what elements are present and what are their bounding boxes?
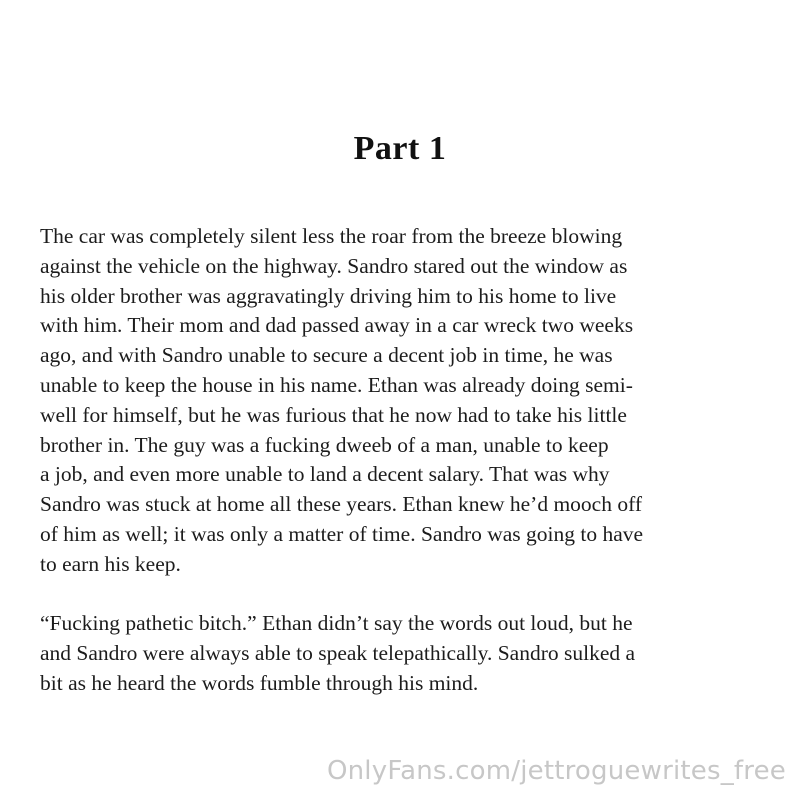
- body-text: [40, 222, 780, 699]
- chapter-title: Part 1: [353, 130, 447, 167]
- text-line: with him. Their mom and dad passed away in a car wreck two weeks: [40, 313, 634, 338]
- text-line: of him as well; it was only a matter of time. Sandro was going to have: [40, 521, 644, 546]
- text-line: well for himself, but he was furious that he now had to take his little: [40, 402, 627, 427]
- text-line: a job, and even more unable to land a decent salary. That was why: [40, 462, 610, 487]
- text-line: against the vehicle on the highway. Sandro stared out the window as: [40, 253, 628, 278]
- text-line: Sandro was stuck at home all these years. Ethan knew he’d mooch off: [40, 492, 643, 517]
- text-line: his older brother was aggravatingly driving him to his home to live: [40, 283, 617, 308]
- text-line: unable to keep the house in his name. Ethan was already doing semi-: [40, 372, 633, 397]
- text-line: and Sandro were always able to speak telepathically. Sandro sulked a: [40, 641, 636, 666]
- paragraph: [40, 609, 780, 698]
- text-line: “Fucking pathetic bitch.” Ethan didn’t say the words out loud, but he: [40, 611, 633, 636]
- paragraph: [40, 222, 780, 580]
- watermark: OnlyFans.com/jettroguewrites_free: [326, 756, 786, 786]
- text-line: brother in. The guy was a fucking dweeb of a man, unable to keep: [40, 432, 609, 457]
- text-line: to earn his keep.: [40, 551, 181, 576]
- text-line: The car was completely silent less the roar from the breeze blowing: [40, 224, 623, 248]
- text-line: ago, and with Sandro unable to secure a decent job in time, he was: [40, 343, 613, 368]
- text-line: bit as he heard the words fumble through his mind.: [40, 670, 479, 695]
